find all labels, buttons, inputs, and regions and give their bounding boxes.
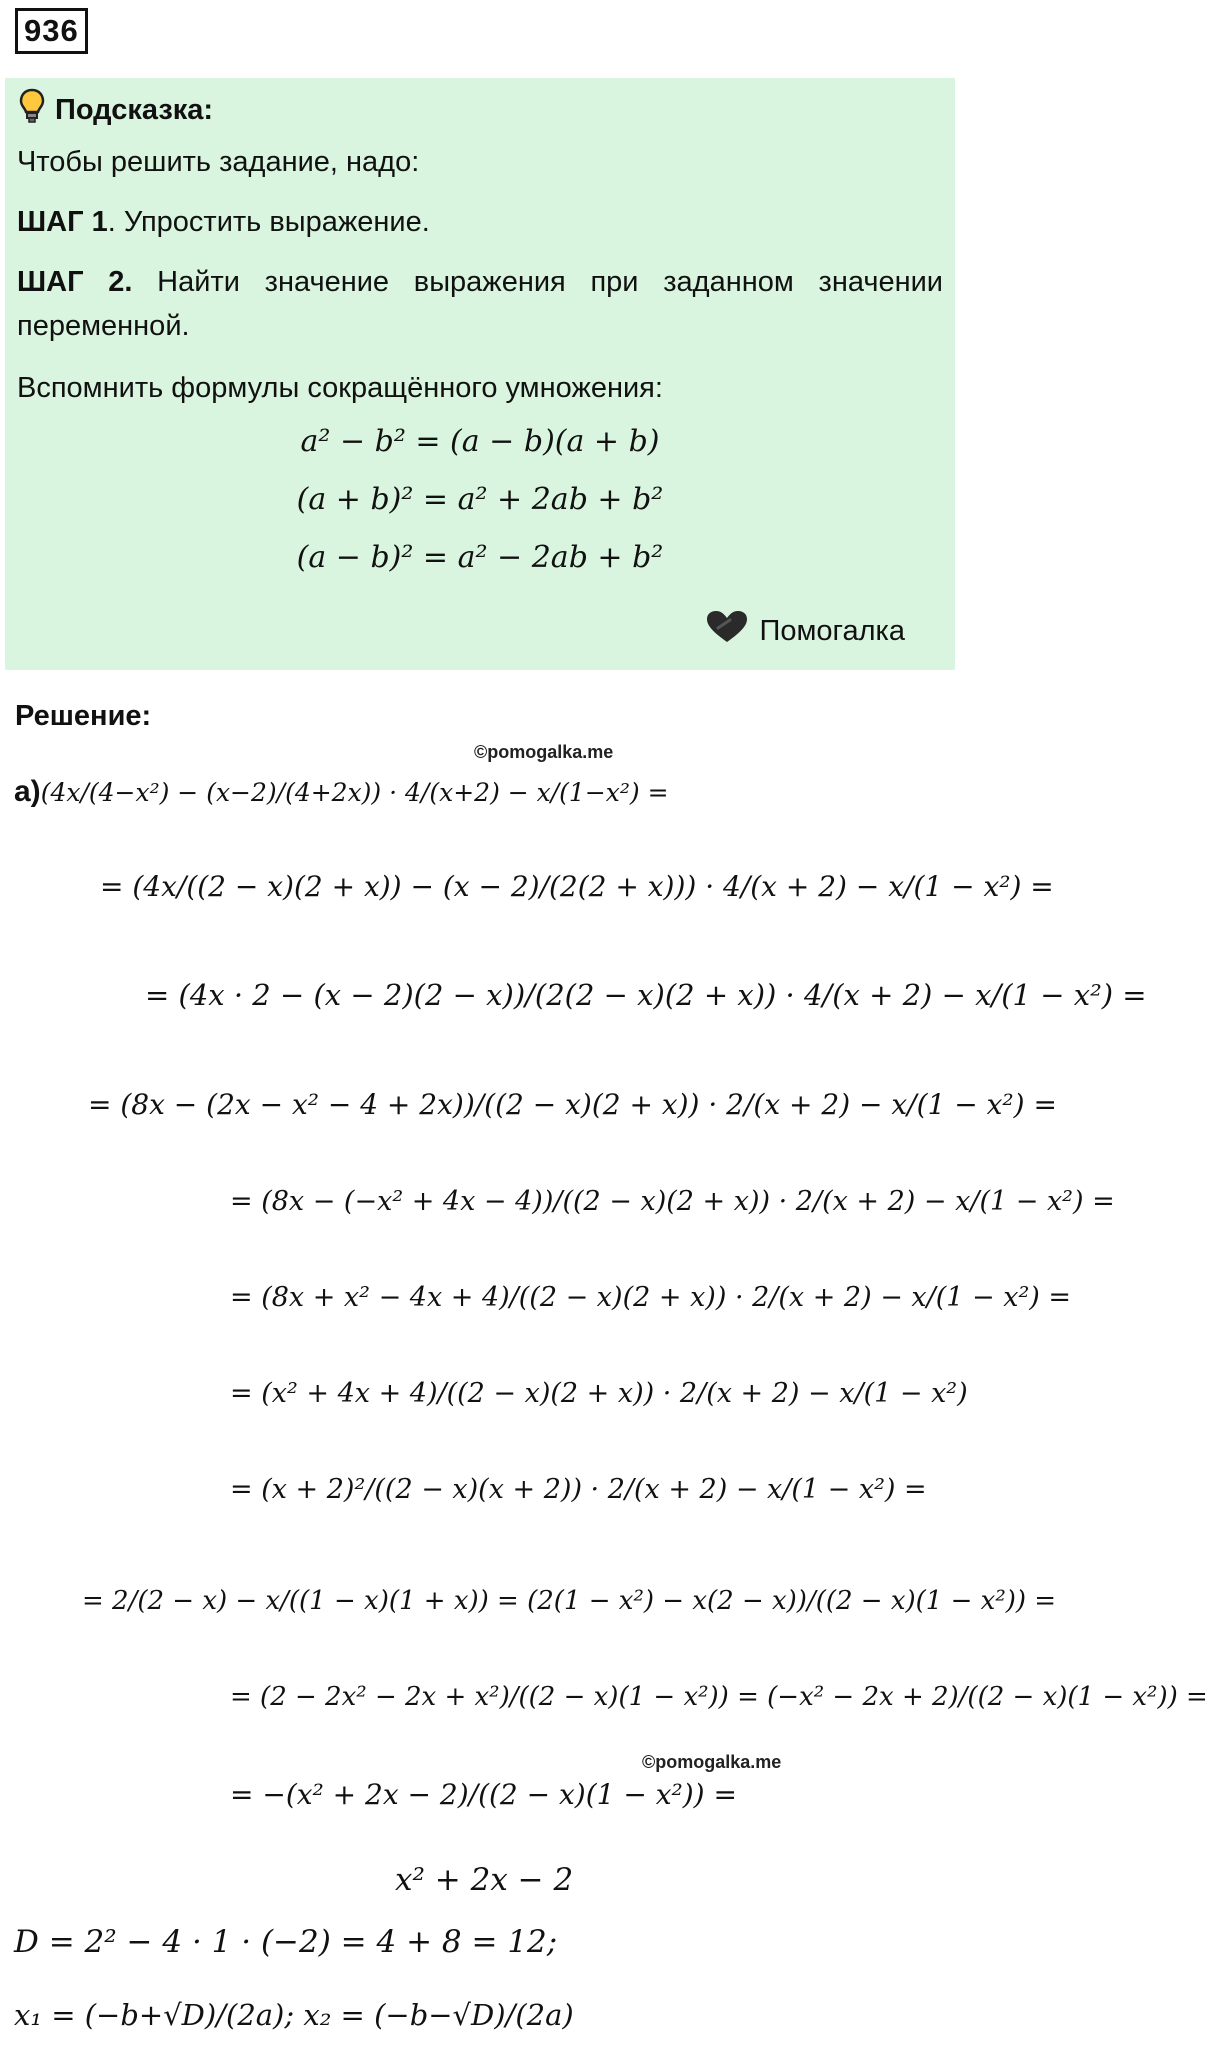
solution-line-4: = (8x − (2x − x² − 4 + 2x))/((2 − x)(2 + x)) · 2/(x + 2) − x/(1 − x²) = — [88, 1088, 1057, 1121]
solution-line-10: = (2 − 2x² − 2x + x²)/((2 − x)(1 − x²)) = (−x² − 2x + 2)/((2 − x)(1 − x²)) = — [230, 1682, 1208, 1712]
formula-square-of-difference: (a − b)² = a² − 2ab + b² — [296, 540, 664, 575]
discriminant-line: D = 2² − 4 · 1 · (−2) = 4 + 8 = 12; — [14, 1924, 558, 1960]
solution-line-5: = (8x − (−x² + 4x − 4))/((2 − x)(2 + x)) · 2/(x + 2) − x/(1 − x²) = — [230, 1186, 1115, 1217]
formula-square-of-sum: (a + b)² = a² + 2ab + b² — [296, 482, 664, 517]
solution-line-6: = (8x + x² − 4x + 4)/((2 − x)(2 + x)) · 2/(x + 2) − x/(1 − x²) = — [230, 1282, 1072, 1313]
solution-line-3: = (4x · 2 − (x − 2)(2 − x))/(2(2 − x)(2 + x)) · 4/(x + 2) − x/(1 − x²) = — [145, 978, 1147, 1012]
step-2-label: ШАГ 2. — [17, 266, 133, 298]
brand-name: Помогалка — [759, 614, 905, 647]
watermark: ©pomogalka.me — [642, 1752, 782, 1772]
solution-line-1 — [14, 775, 669, 809]
hint-header — [19, 88, 213, 132]
hint-step-1 — [17, 200, 943, 244]
solution-line-12: x² + 2x − 2 — [395, 1862, 574, 1898]
brand-signature — [706, 610, 905, 652]
hint-title: Подсказка: — [55, 93, 214, 126]
hint-step-2 — [17, 260, 943, 348]
task-number: 936 — [15, 8, 88, 54]
solution-line-11: = −(x² + 2x − 2)/((2 − x)(1 − x²)) = — [230, 1778, 737, 1811]
hint-remember: Вспомнить формулы сокращённого умножения: — [17, 372, 663, 404]
lightbulb-icon — [19, 88, 45, 132]
step-1-label: ШАГ 1 — [17, 206, 108, 238]
solution-line-2: = (4x/((2 − x)(2 + x)) − (x − 2)/(2(2 + x))) · 4/(x + 2) − x/(1 − x²) = — [100, 870, 1054, 903]
solution-line-9: = 2/(2 − x) − x/((1 − x)(1 + x)) = (2(1 − x²) − x(2 − x))/((2 − x)(1 − x²)) = — [82, 1586, 1057, 1616]
hint-intro: Чтобы решить задание, надо: — [17, 146, 420, 178]
hint-panel — [5, 78, 955, 670]
solution-line-7: = (x² + 4x + 4)/((2 − x)(2 + x)) · 2/(x + 2) − x/(1 − x²) — [230, 1378, 968, 1409]
solution-title: Решение: — [15, 700, 152, 732]
watermark: ©pomogalka.me — [474, 742, 614, 762]
step-1-text: . Упростить выражение. — [107, 206, 430, 238]
step-2-text: Найти значение выражения при заданном значении переменной. — [17, 266, 943, 342]
heart-icon — [706, 610, 748, 652]
math-line: (4x/(4−x²) − (x−2)/(4+2x)) · 4/(x+2) − x/(1−x²) = — [40, 777, 669, 807]
roots-formula-line: x₁ = (−b+√D)/(2a); x₂ = (−b−√D)/(2a) — [14, 1998, 574, 2032]
formula-difference-of-squares: a² − b² = (a − b)(a + b) — [300, 424, 660, 459]
solution-line-8: = (x + 2)²/((2 − x)(x + 2)) · 2/(x + 2) − x/(1 − x²) = — [230, 1474, 927, 1505]
part-label: а) — [14, 775, 41, 808]
